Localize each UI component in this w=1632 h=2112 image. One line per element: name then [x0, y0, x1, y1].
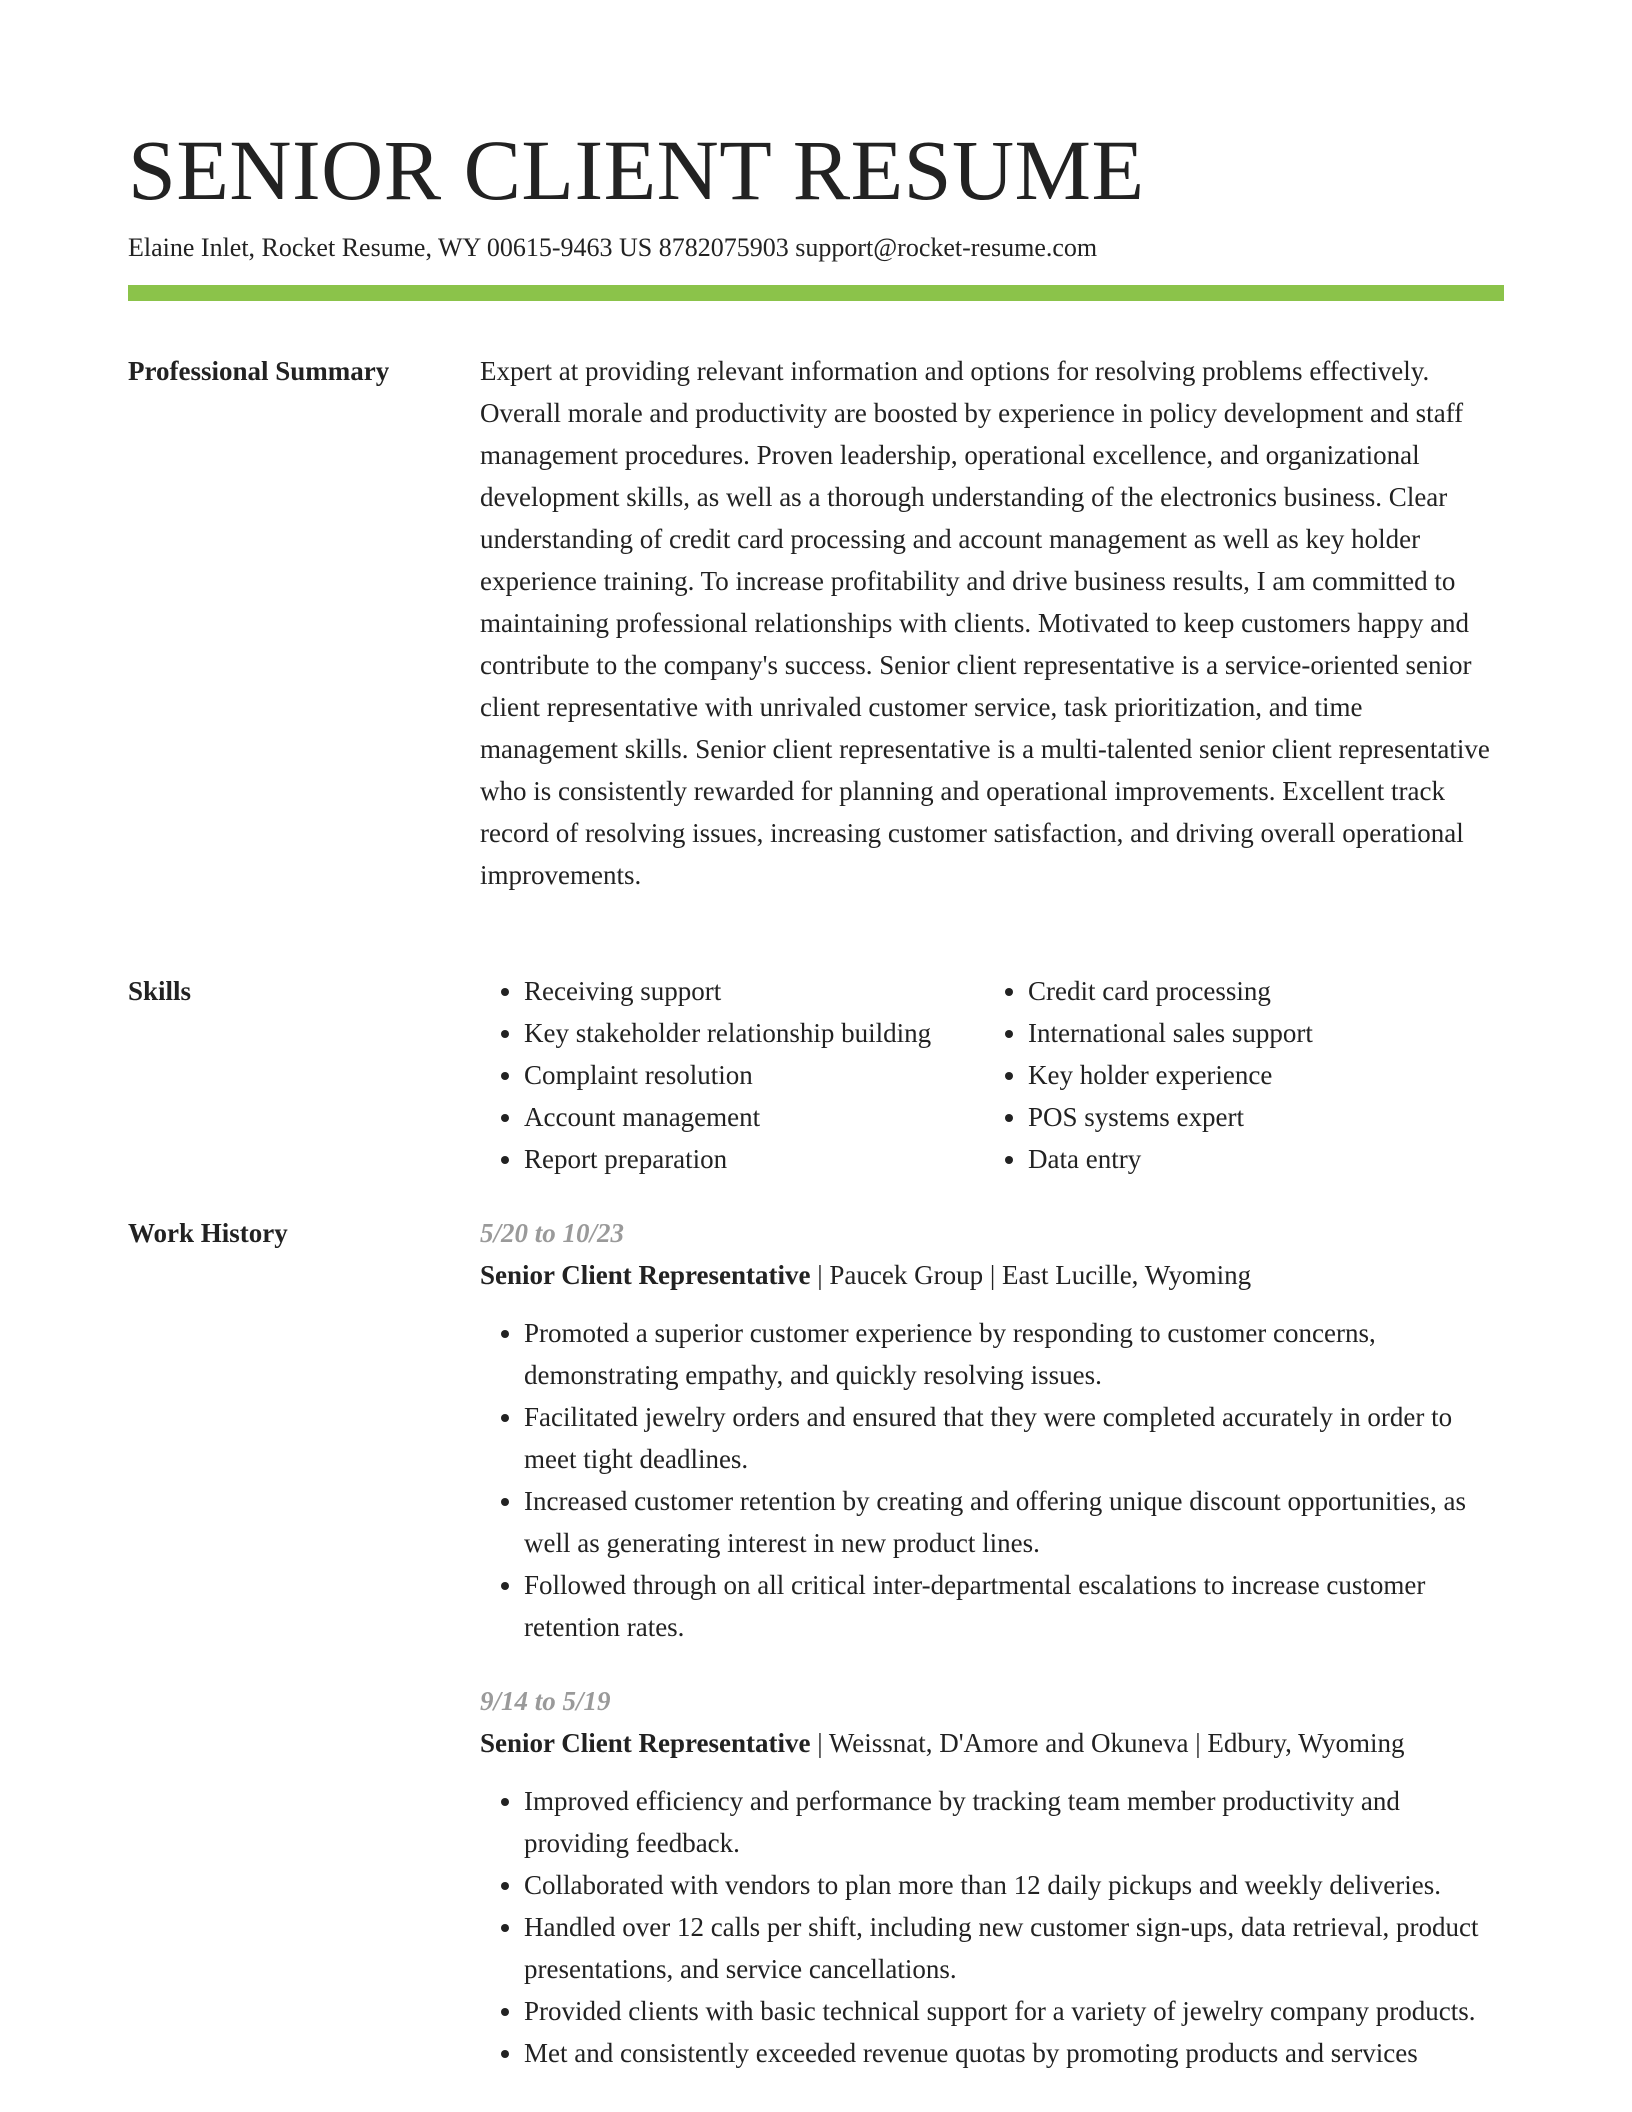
summary-label: Professional Summary [128, 356, 390, 386]
job-title: Senior Client Representative [480, 1728, 811, 1758]
skill-item: • Receiving support [524, 970, 984, 1012]
job-dates: 9/14 to 5/19 [480, 1686, 611, 1716]
job-details: | Weissnat, D'Amore and Okuneva | Edbury, Wyoming [810, 1728, 1405, 1758]
skill-item: • Account management [524, 1096, 984, 1138]
skills-list-left [480, 970, 984, 1180]
job-entry [480, 1680, 1504, 2074]
job-bullet: • Followed through on all critical inter-departmental escalations to increase customer retention rates. [524, 1564, 1504, 1648]
skill-item: • Credit card processing [1028, 970, 1488, 1012]
skill-item: • Data entry [1028, 1138, 1488, 1180]
skills-body [480, 970, 1504, 1180]
job-bullets [480, 1312, 1504, 1648]
resume-title: SENIOR CLIENT RESUME [128, 122, 1145, 218]
work-history-label: Work History [128, 1218, 288, 1248]
job-bullet: • Increased customer retention by creating and offering unique discount opportunities, as well as generating interest in new product lines. [524, 1480, 1504, 1564]
skill-item: • International sales support [1028, 1012, 1488, 1054]
job-heading [480, 1254, 1504, 1296]
job-bullet: • Improved efficiency and performance by tracking team member productivity and providing feedback. [524, 1780, 1504, 1864]
job-dates: 5/20 to 10/23 [480, 1218, 625, 1248]
contact-line: Elaine Inlet, Rocket Resume, WY 00615-9463 US 8782075903 support@rocket-resume.com [128, 233, 1098, 262]
work-history-body [480, 1212, 1504, 2074]
job-entry [480, 1212, 1504, 1648]
job-bullet: • Facilitated jewelry orders and ensured that they were completed accurately in order to meet tight deadlines. [524, 1396, 1504, 1480]
skills-list-right [984, 970, 1488, 1180]
job-bullet: • Provided clients with basic technical support for a variety of jewelry company products. [524, 1990, 1504, 2032]
job-heading [480, 1722, 1504, 1764]
job-bullets [480, 1780, 1504, 2074]
job-title: Senior Client Representative [480, 1260, 811, 1290]
skill-item: • Complaint resolution [524, 1054, 984, 1096]
skill-item: • Key holder experience [1028, 1054, 1488, 1096]
job-bullet: • Promoted a superior customer experience by responding to customer concerns, demonstrating empathy, and quickly resolving issues. [524, 1312, 1504, 1396]
job-bullet: • Handled over 12 calls per shift, including new customer sign-ups, data retrieval, product presentations, and service cancellations. [524, 1906, 1504, 1990]
job-bullet: • Met and consistently exceeded revenue quotas by promoting products and services [524, 2032, 1504, 2074]
job-details: | Paucek Group | East Lucille, Wyoming [810, 1260, 1252, 1290]
skill-item: • POS systems expert [1028, 1096, 1488, 1138]
summary-body [480, 350, 1504, 896]
job-bullet: • Collaborated with vendors to plan more than 12 daily pickups and weekly deliveries. [524, 1864, 1504, 1906]
skill-item: • Report preparation [524, 1138, 984, 1180]
skills-label: Skills [128, 976, 192, 1006]
summary-text: Expert at providing relevant information and options for resolving problems effectively. Overall morale and productivity are boosted by experience in policy development and staff management procedures. Proven leadership, operational excellence, and organizational development skills, as well as a thorough understanding of the electronics business. Clear understanding of credit card processing and account management as well as key holder experience training. To increase profitability and drive business results, I am committed to maintaining professional relationships with clients. Motivated to keep customers happy and contribute to the company's success. Senior client representative is a service-oriented senior client representative with unrivaled customer service, task prioritization, and time management skills. Senior client representative is a multi-talented senior client representative who is consistently rewarded for planning and operational improvements. Excellent track record of resolving issues, increasing customer satisfaction, and driving overall operational improvements. [480, 356, 1490, 890]
skill-item: • Key stakeholder relationship building [524, 1012, 984, 1054]
header-divider [128, 285, 1504, 301]
